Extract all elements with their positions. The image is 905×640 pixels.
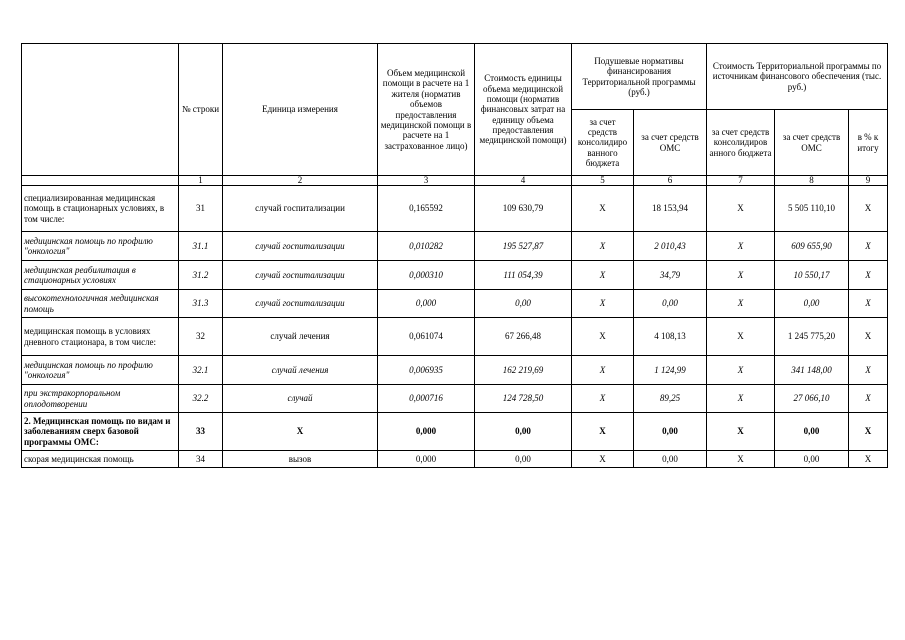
row-name: медицинская реабилитация в стационарных условиях bbox=[22, 261, 179, 290]
column-number: 5 bbox=[572, 176, 634, 186]
row-cost: 111 054,39 bbox=[475, 261, 572, 290]
row-cost: 162 219,69 bbox=[475, 356, 572, 385]
row-col8: 609 655,90 bbox=[775, 232, 849, 261]
row-name: при экстракорпоральном оплодотворении bbox=[22, 385, 179, 413]
column-number-empty bbox=[22, 176, 179, 186]
row-number: 32 bbox=[179, 318, 223, 356]
row-col7: X bbox=[707, 261, 775, 290]
row-col5: X bbox=[572, 290, 634, 318]
row-col7: X bbox=[707, 232, 775, 261]
row-number: 31.2 bbox=[179, 261, 223, 290]
row-number: 31.3 bbox=[179, 290, 223, 318]
row-col6: 0,00 bbox=[634, 413, 707, 451]
header-row-1 bbox=[22, 44, 888, 110]
row-number: 33 bbox=[179, 413, 223, 451]
table-row bbox=[22, 413, 888, 451]
row-col7: X bbox=[707, 318, 775, 356]
row-col6: 4 108,13 bbox=[634, 318, 707, 356]
row-col5: X bbox=[572, 232, 634, 261]
column-number: 3 bbox=[378, 176, 475, 186]
row-col9: X bbox=[849, 261, 888, 290]
row-col8: 5 505 110,10 bbox=[775, 186, 849, 232]
row-col7: X bbox=[707, 290, 775, 318]
row-cost: 195 527,87 bbox=[475, 232, 572, 261]
row-name: медицинская помощь в условиях дневного стационара, в том числе: bbox=[22, 318, 179, 356]
row-col5: X bbox=[572, 385, 634, 413]
table-row bbox=[22, 318, 888, 356]
row-unit: вызов bbox=[223, 451, 378, 468]
row-col7: X bbox=[707, 186, 775, 232]
row-col7: X bbox=[707, 385, 775, 413]
row-unit: случай госпитализации bbox=[223, 232, 378, 261]
row-col5: X bbox=[572, 451, 634, 468]
row-volume: 0,000 bbox=[378, 290, 475, 318]
row-volume: 0,000716 bbox=[378, 385, 475, 413]
column-number: 4 bbox=[475, 176, 572, 186]
row-col9: X bbox=[849, 290, 888, 318]
header-per-capita-group: Подушевые нормативы финансирования Территориальной программы (руб.) bbox=[572, 44, 707, 110]
table-row bbox=[22, 290, 888, 318]
row-col9: X bbox=[849, 318, 888, 356]
column-number: 6 bbox=[634, 176, 707, 186]
row-col6: 2 010,43 bbox=[634, 232, 707, 261]
row-col9: X bbox=[849, 413, 888, 451]
header-sub-oms-b: за счет средств ОМС bbox=[775, 110, 849, 176]
row-col9: X bbox=[849, 232, 888, 261]
column-number-row bbox=[22, 176, 888, 186]
row-col5: X bbox=[572, 356, 634, 385]
table-row bbox=[22, 451, 888, 468]
table-row bbox=[22, 261, 888, 290]
row-volume: 0,010282 bbox=[378, 232, 475, 261]
row-col8: 341 148,00 bbox=[775, 356, 849, 385]
row-cost: 124 728,50 bbox=[475, 385, 572, 413]
column-number: 7 bbox=[707, 176, 775, 186]
row-col9: X bbox=[849, 186, 888, 232]
header-program-cost-group: Стоимость Территориальной программы по источникам финансового обеспечения (тыс. руб.) bbox=[707, 44, 888, 110]
table-row bbox=[22, 232, 888, 261]
row-col6: 89,25 bbox=[634, 385, 707, 413]
row-volume: 0,000 bbox=[378, 413, 475, 451]
row-number: 31.1 bbox=[179, 232, 223, 261]
row-col5: X bbox=[572, 413, 634, 451]
table-row bbox=[22, 356, 888, 385]
row-name: медицинская помощь по профилю "онкология" bbox=[22, 356, 179, 385]
header-volume: Объем медицинской помощи в расчете на 1 жителя (норматив объемов предоставления медицинской помощи в расчете на 1 застрахованное лицо) bbox=[378, 44, 475, 176]
row-cost: 0,00 bbox=[475, 413, 572, 451]
row-col6: 0,00 bbox=[634, 290, 707, 318]
row-col7: X bbox=[707, 413, 775, 451]
row-unit: случай лечения bbox=[223, 318, 378, 356]
row-name: медицинская помощь по профилю "онкология" bbox=[22, 232, 179, 261]
row-volume: 0,061074 bbox=[378, 318, 475, 356]
column-number: 1 bbox=[179, 176, 223, 186]
row-name: скорая медицинская помощь bbox=[22, 451, 179, 468]
row-unit: X bbox=[223, 413, 378, 451]
row-col6: 0,00 bbox=[634, 451, 707, 468]
row-unit: случай bbox=[223, 385, 378, 413]
row-cost: 109 630,79 bbox=[475, 186, 572, 232]
row-unit: случай госпитализации bbox=[223, 261, 378, 290]
table-row bbox=[22, 186, 888, 232]
row-volume: 0,000 bbox=[378, 451, 475, 468]
row-col9: X bbox=[849, 451, 888, 468]
row-col8: 0,00 bbox=[775, 451, 849, 468]
row-col9: X bbox=[849, 385, 888, 413]
row-number: 32.1 bbox=[179, 356, 223, 385]
data-table bbox=[21, 43, 888, 468]
header-unit: Единица измерения bbox=[223, 44, 378, 176]
row-unit: случай госпитализации bbox=[223, 290, 378, 318]
row-col5: X bbox=[572, 186, 634, 232]
column-number: 2 bbox=[223, 176, 378, 186]
header-row-num: № строки bbox=[179, 44, 223, 176]
row-col8: 0,00 bbox=[775, 413, 849, 451]
row-name: специализированная медицинская помощь в стационарных условиях, в том числе: bbox=[22, 186, 179, 232]
row-col8: 27 066,10 bbox=[775, 385, 849, 413]
row-col9: X bbox=[849, 356, 888, 385]
row-number: 34 bbox=[179, 451, 223, 468]
row-unit: случай госпитализации bbox=[223, 186, 378, 232]
row-cost: 0,00 bbox=[475, 290, 572, 318]
row-cost: 0,00 bbox=[475, 451, 572, 468]
row-col8: 10 550,17 bbox=[775, 261, 849, 290]
table-row bbox=[22, 385, 888, 413]
row-col6: 18 153,94 bbox=[634, 186, 707, 232]
header-sub-oms-a: за счет средств ОМС bbox=[634, 110, 707, 176]
header-sub-consolidated-a: за счет средств консолидиро ванного бюджета bbox=[572, 110, 634, 176]
row-name: 2. Медицинская помощь по видам и заболеваниям сверх базовой программы ОМС: bbox=[22, 413, 179, 451]
row-col6: 1 124,99 bbox=[634, 356, 707, 385]
row-volume: 0,165592 bbox=[378, 186, 475, 232]
column-number: 9 bbox=[849, 176, 888, 186]
row-volume: 0,000310 bbox=[378, 261, 475, 290]
row-cost: 67 266,48 bbox=[475, 318, 572, 356]
row-col8: 0,00 bbox=[775, 290, 849, 318]
row-number: 32.2 bbox=[179, 385, 223, 413]
row-name: высокотехнологичная медицинская помощь bbox=[22, 290, 179, 318]
row-col5: X bbox=[572, 318, 634, 356]
header-sub-consolidated-b: за счет средств консолидиров анного бюджета bbox=[707, 110, 775, 176]
row-col5: X bbox=[572, 261, 634, 290]
row-volume: 0,006935 bbox=[378, 356, 475, 385]
column-number: 8 bbox=[775, 176, 849, 186]
row-col8: 1 245 775,20 bbox=[775, 318, 849, 356]
row-col6: 34,79 bbox=[634, 261, 707, 290]
header-name-cell bbox=[22, 44, 179, 176]
header-sub-percent: в % к итогу bbox=[849, 110, 888, 176]
header-cost: Стоимость единицы объема медицинской помощи (норматив финансовых затрат на единицу объема предоставления медицинской помощи) bbox=[475, 44, 572, 176]
row-number: 31 bbox=[179, 186, 223, 232]
row-col7: X bbox=[707, 451, 775, 468]
row-col7: X bbox=[707, 356, 775, 385]
row-unit: случай лечения bbox=[223, 356, 378, 385]
